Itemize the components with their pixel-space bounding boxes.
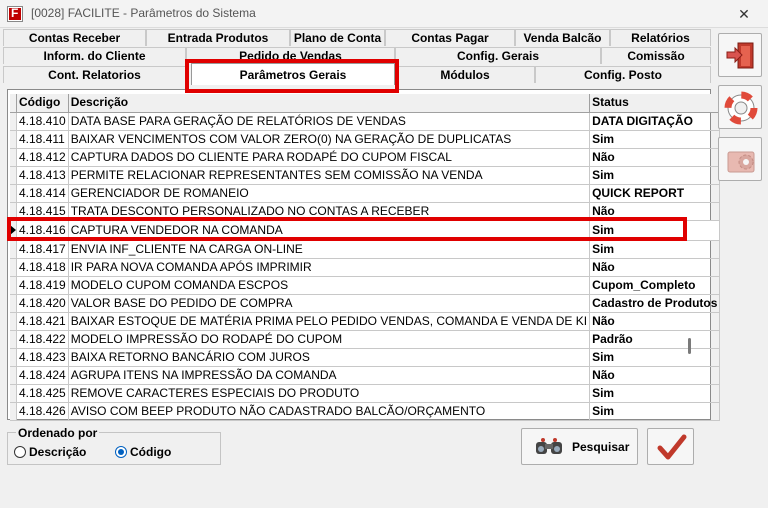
cell-description[interactable]: BAIXA RETORNO BANCÁRIO COM JUROS [68, 348, 589, 366]
table-row[interactable] [10, 276, 720, 294]
tab-contas-receber[interactable]: Contas Receber [3, 29, 146, 46]
cell-code[interactable]: 4.18.417 [17, 240, 69, 258]
cell-status[interactable]: Sim [590, 130, 720, 148]
cell-code[interactable]: 4.18.415 [17, 202, 69, 220]
cell-code[interactable]: 4.18.419 [17, 276, 69, 294]
cell-status[interactable]: Sim [590, 402, 720, 420]
close-button[interactable]: ✕ [738, 6, 750, 22]
cell-description[interactable]: TRATA DESCONTO PERSONALIZADO NO CONTAS A RECEBER [68, 202, 589, 220]
tab-plano-de-conta[interactable]: Plano de Conta [290, 29, 385, 46]
tab-config-posto[interactable]: Config. Posto [535, 66, 711, 83]
tab-cont-relatorios[interactable]: Cont. Relatorios [3, 66, 186, 83]
table-row[interactable] [10, 384, 720, 402]
cell-description[interactable]: MODELO IMPRESSÃO DO RODAPÉ DO CUPOM [68, 330, 589, 348]
confirm-button[interactable] [647, 428, 694, 465]
cell-description[interactable]: VALOR BASE DO PEDIDO DE COMPRA [68, 294, 589, 312]
tab-config-gerais[interactable]: Config. Gerais [395, 47, 601, 64]
cell-status[interactable]: Padrão [590, 330, 720, 348]
radio-dot-code[interactable] [115, 446, 127, 458]
table-row[interactable] [10, 240, 720, 258]
tab-entrada-produtos[interactable]: Entrada Produtos [146, 29, 290, 46]
tab-inform-cliente[interactable]: Inform. do Cliente [3, 47, 186, 64]
table-header-row [10, 94, 720, 112]
search-button[interactable] [521, 428, 638, 465]
cell-code[interactable]: 4.18.423 [17, 348, 69, 366]
cell-description[interactable]: GERENCIADOR DE ROMANEIO [68, 184, 589, 202]
cell-code[interactable]: 4.18.418 [17, 258, 69, 276]
gear-icon [719, 138, 763, 182]
cell-status[interactable]: Sim [590, 384, 720, 402]
order-by-legend: Ordenado por [18, 426, 98, 440]
title-bar [0, 0, 768, 28]
table-row[interactable] [10, 220, 720, 240]
radio-order-description[interactable] [14, 445, 86, 459]
cell-code[interactable]: 4.18.420 [17, 294, 69, 312]
tab-venda-balcao[interactable]: Venda Balcão [515, 29, 610, 46]
tab-modulos[interactable]: Módulos [395, 66, 535, 83]
grid-body [10, 94, 718, 418]
cell-code[interactable]: 4.18.421 [17, 312, 69, 330]
cell-status[interactable]: Não [590, 312, 720, 330]
table-row[interactable] [10, 330, 720, 348]
tab-pedido-vendas[interactable]: Pedido de Vendas [186, 47, 395, 64]
cell-status[interactable]: Sim [590, 348, 720, 366]
cell-status[interactable]: Sim [590, 166, 720, 184]
cell-description[interactable]: BAIXAR VENCIMENTOS COM VALOR ZERO(0) NA GERAÇÃO DE DUPLICATAS [68, 130, 589, 148]
cell-description[interactable]: ENVIA INF_CLIENTE NA CARGA ON-LINE [68, 240, 589, 258]
radio-label-description: Descrição [29, 445, 87, 459]
tab-strip [3, 29, 711, 89]
cell-description[interactable]: MODELO CUPOM COMANDA ESCPOS [68, 276, 589, 294]
cell-status[interactable]: Sim [590, 220, 720, 240]
cell-status[interactable]: Não [590, 202, 720, 220]
cell-status[interactable]: QUICK REPORT [590, 184, 720, 202]
settings-button[interactable] [718, 137, 762, 181]
cell-code[interactable]: 4.18.413 [17, 166, 69, 184]
cell-code[interactable]: 4.18.414 [17, 184, 69, 202]
tab-comissao[interactable]: Comissão [601, 47, 711, 64]
column-header-description[interactable]: Descrição [68, 94, 589, 112]
table-row[interactable] [10, 312, 720, 330]
tab-parametros-gerais[interactable]: Parâmetros Gerais [191, 63, 395, 85]
cell-description[interactable]: AVISO COM BEEP PRODUTO NÃO CADASTRADO BALCÃO/ORÇAMENTO [68, 402, 589, 420]
table-row[interactable] [10, 166, 720, 184]
order-by-group [7, 426, 221, 465]
cell-status[interactable]: Não [590, 258, 720, 276]
cell-description[interactable]: REMOVE CARACTERES ESPECIAIS DO PRODUTO [68, 384, 589, 402]
table-row[interactable] [10, 184, 720, 202]
current-row-pointer-icon [10, 225, 16, 235]
cell-status[interactable]: Sim [590, 240, 720, 258]
table-row[interactable] [10, 366, 720, 384]
cell-status[interactable]: DATA DIGITAÇÃO [590, 112, 720, 130]
parameters-table [10, 94, 720, 421]
cell-code[interactable]: 4.18.426 [17, 402, 69, 420]
tab-relatorios[interactable]: Relatórios [610, 29, 711, 46]
radio-label-code: Código [130, 445, 172, 459]
help-button[interactable] [718, 85, 762, 129]
app-icon [7, 6, 23, 22]
cell-code[interactable]: 4.18.412 [17, 148, 69, 166]
cell-description[interactable]: DATA BASE PARA GERAÇÃO DE RELATÓRIOS DE VENDAS [68, 112, 589, 130]
table-row[interactable] [10, 348, 720, 366]
exit-door-icon [719, 34, 763, 78]
tab-contas-pagar[interactable]: Contas Pagar [385, 29, 515, 46]
scrollbar-thumb[interactable] [688, 338, 691, 354]
search-button-label: Pesquisar [572, 440, 630, 454]
lifebuoy-icon [719, 86, 763, 130]
checkmark-icon [648, 429, 695, 466]
window-title: [0028] FACILITE - Parâmetros do Sistema [31, 6, 256, 20]
cell-code[interactable]: 4.18.410 [17, 112, 69, 130]
cell-code[interactable]: 4.18.425 [17, 384, 69, 402]
cell-description[interactable]: CAPTURA VENDEDOR NA COMANDA [68, 220, 589, 240]
radio-order-code[interactable] [115, 445, 171, 459]
cell-code[interactable]: 4.18.422 [17, 330, 69, 348]
column-header-code[interactable]: Código [17, 94, 69, 112]
binoculars-icon [534, 438, 564, 456]
cell-description[interactable]: AGRUPA ITENS NA IMPRESSÃO DA COMANDA [68, 366, 589, 384]
table-row[interactable] [10, 258, 720, 276]
radio-dot-description[interactable] [14, 446, 26, 458]
exit-button[interactable] [718, 33, 762, 77]
cell-status[interactable]: Não [590, 366, 720, 384]
cell-code[interactable]: 4.18.411 [17, 130, 69, 148]
table-row[interactable] [10, 112, 720, 130]
cell-description[interactable]: PERMITE RELACIONAR REPRESENTANTES SEM COMISSÃO NA VENDA [68, 166, 589, 184]
table-row[interactable] [10, 294, 720, 312]
column-header-status[interactable]: Status [590, 94, 720, 112]
cell-code[interactable]: 4.18.416 [17, 220, 69, 240]
cell-status[interactable]: Não [590, 148, 720, 166]
cell-status[interactable]: Cupom_Completo [590, 276, 720, 294]
cell-description[interactable]: CAPTURA DADOS DO CLIENTE PARA RODAPÉ DO CUPOM FISCAL [68, 148, 589, 166]
table-row[interactable] [10, 130, 720, 148]
table-row[interactable] [10, 402, 720, 420]
cell-code[interactable]: 4.18.424 [17, 366, 69, 384]
table-row[interactable] [10, 202, 720, 220]
cell-status[interactable]: Cadastro de Produtos [590, 294, 720, 312]
table-row[interactable] [10, 148, 720, 166]
cell-description[interactable]: BAIXAR ESTOQUE DE MATÉRIA PRIMA PELO PEDIDO VENDAS, COMANDA E VENDA DE KI [68, 312, 589, 330]
cell-description[interactable]: IR PARA NOVA COMANDA APÓS IMPRIMIR [68, 258, 589, 276]
parameters-grid[interactable] [7, 89, 718, 420]
row-indicator [10, 220, 17, 240]
